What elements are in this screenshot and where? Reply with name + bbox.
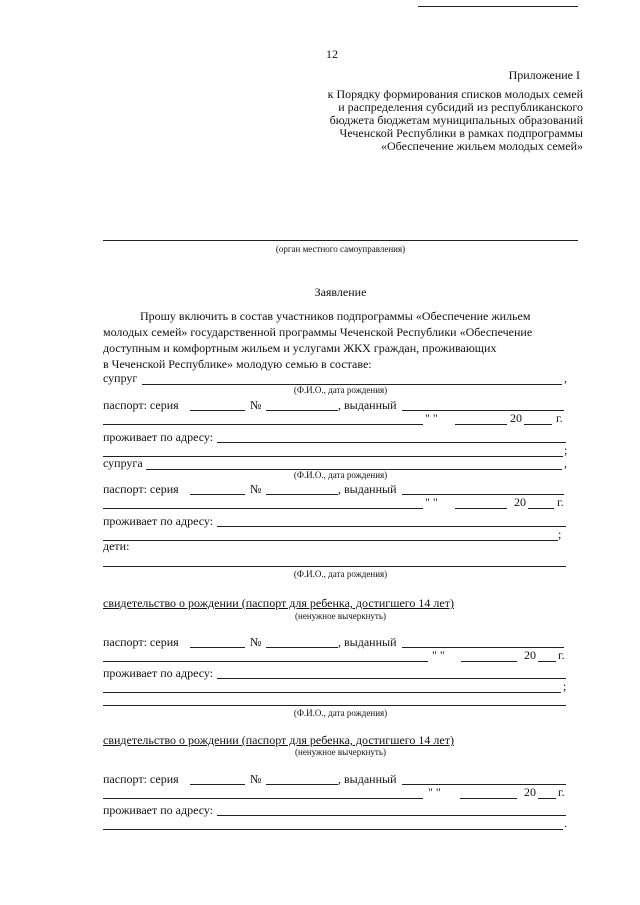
wife-passport-series-field[interactable] (190, 494, 245, 495)
child1-issued-field[interactable] (402, 647, 564, 648)
body-line-4: в Чеченской Республике» молодую семью в составе: (103, 357, 372, 371)
husband-fio-caption: (Ф.И.О., дата рождения) (293, 385, 388, 395)
child1-date-quotes: " " (432, 648, 445, 662)
wife-comma: , (564, 456, 567, 470)
child1-fio-caption: (Ф.И.О., дата рождения) (293, 569, 388, 579)
child2-issued-field[interactable] (402, 784, 566, 785)
wife-year-suffix: г. (557, 495, 564, 509)
wife-passport-label: паспорт: серия (103, 482, 179, 496)
husband-passport-number-field[interactable] (266, 410, 338, 411)
child1-passport-label: паспорт: серия (103, 635, 179, 649)
child1-fio-field[interactable] (103, 566, 566, 567)
child1-passport-series-field[interactable] (190, 647, 245, 648)
husband-issued-label: , выданный (338, 398, 397, 412)
wife-year-prefix: 20 (514, 495, 526, 509)
child1-strike-note: (ненужное вычеркнуть) (295, 611, 386, 621)
appendix-line-1: к Порядку формирования списков молодых семей (327, 87, 583, 101)
child2-issued-label: , выданный (338, 772, 397, 786)
child1-year-field[interactable] (538, 661, 556, 662)
husband-date-quotes: " " (425, 411, 438, 425)
wife-date-quotes: " " (425, 495, 438, 509)
child1-address-label: проживает по адресу: (103, 666, 214, 680)
top-scan-line (418, 6, 578, 7)
body-line-2: молодых семей» государственной программы Чеченской Республики «Обеспечение (103, 325, 533, 339)
appendix-title: Приложение I (508, 68, 580, 82)
child1-issued-field-2[interactable] (103, 661, 428, 662)
child1-address-semicolon: ; (563, 679, 567, 693)
child2-date-quotes: " " (428, 785, 441, 799)
husband-year-prefix: 20 (510, 411, 522, 425)
wife-address-semicolon: ; (558, 527, 562, 541)
child1-year-suffix: г. (558, 648, 565, 662)
husband-issued-field-2[interactable] (103, 424, 423, 425)
appendix-line-3: бюджета бюджетам муниципальных образований (329, 113, 583, 127)
child2-address-label: проживает по адресу: (103, 803, 214, 817)
authority-line (103, 240, 578, 241)
child1-number-sign: № (250, 635, 262, 649)
husband-address-semicolon: ; (564, 443, 568, 457)
husband-address-field-2[interactable] (103, 456, 563, 457)
body-line-3: доступным и комфортным жильем и услугами ЖКХ граждан, проживающих (103, 341, 497, 355)
child2-passport-series-field[interactable] (190, 784, 245, 785)
husband-passport-label: паспорт: серия (103, 398, 179, 412)
husband-number-sign: № (250, 398, 262, 412)
child2-address-field-2[interactable] (103, 829, 563, 830)
child1-year-prefix: 20 (524, 648, 536, 662)
child2-year-field[interactable] (538, 798, 556, 799)
child2-fio-caption: (Ф.И.О., дата рождения) (293, 708, 388, 718)
husband-address-label: проживает по адресу: (103, 430, 214, 444)
wife-number-sign: № (250, 482, 262, 496)
husband-address-field[interactable] (217, 442, 566, 443)
husband-year-field[interactable] (524, 424, 552, 425)
authority-caption: (орган местного самоуправления) (275, 244, 406, 254)
child2-address-field[interactable] (217, 815, 566, 816)
child2-strike-note: (ненужное вычеркнуть) (295, 747, 386, 757)
child1-address-field-2[interactable] (103, 692, 561, 693)
husband-passport-series-field[interactable] (190, 410, 245, 411)
wife-issued-field-2[interactable] (103, 508, 423, 509)
appendix-line-4: Чеченской Республики в рамках подпрограммы (339, 126, 583, 140)
wife-fio-caption: (Ф.И.О., дата рождения) (293, 470, 388, 480)
child2-year-suffix: г. (558, 785, 565, 799)
husband-date-month-field[interactable] (455, 424, 507, 425)
wife-passport-number-field[interactable] (266, 494, 338, 495)
husband-label: супруг (103, 371, 138, 385)
child2-number-sign: № (250, 772, 262, 786)
child2-passport-number-field[interactable] (266, 784, 338, 785)
document-heading: Заявление (314, 285, 367, 299)
child2-date-month-field[interactable] (460, 798, 517, 799)
child2-year-prefix: 20 (524, 785, 536, 799)
wife-date-month-field[interactable] (455, 508, 507, 509)
appendix-line-2: и распределения субсидий из республиканского (338, 100, 583, 114)
husband-comma: , (564, 371, 567, 385)
child2-issued-field-2[interactable] (103, 798, 423, 799)
child2-passport-label: паспорт: серия (103, 772, 179, 786)
husband-year-suffix: г. (556, 411, 563, 425)
child2-birth-certificate: свидетельство о рождении (паспорт для ребенка, достигшего 14 лет) (103, 733, 454, 747)
wife-address-field-2[interactable] (103, 540, 558, 541)
page-number: 12 (326, 47, 338, 61)
appendix-line-5: «Обеспечение жильем молодых семей» (380, 139, 583, 153)
child1-birth-certificate: свидетельство о рождении (паспорт для ребенка, достигшего 14 лет) (103, 596, 454, 610)
wife-address-field[interactable] (217, 526, 566, 527)
child1-date-month-field[interactable] (461, 661, 517, 662)
child2-fio-field[interactable] (103, 705, 566, 706)
wife-address-label: проживает по адресу: (103, 514, 214, 528)
child1-issued-label: , выданный (338, 635, 397, 649)
wife-issued-label: , выданный (338, 482, 397, 496)
body-line-1: Прошу включить в состав участников подпрограммы «Обеспечение жильем (140, 309, 531, 323)
child2-address-period: . (564, 816, 567, 830)
wife-year-field[interactable] (528, 508, 554, 509)
child1-address-field[interactable] (217, 678, 566, 679)
wife-label: супруга (103, 456, 143, 470)
child1-passport-number-field[interactable] (266, 647, 338, 648)
children-label: дети: (103, 539, 130, 553)
